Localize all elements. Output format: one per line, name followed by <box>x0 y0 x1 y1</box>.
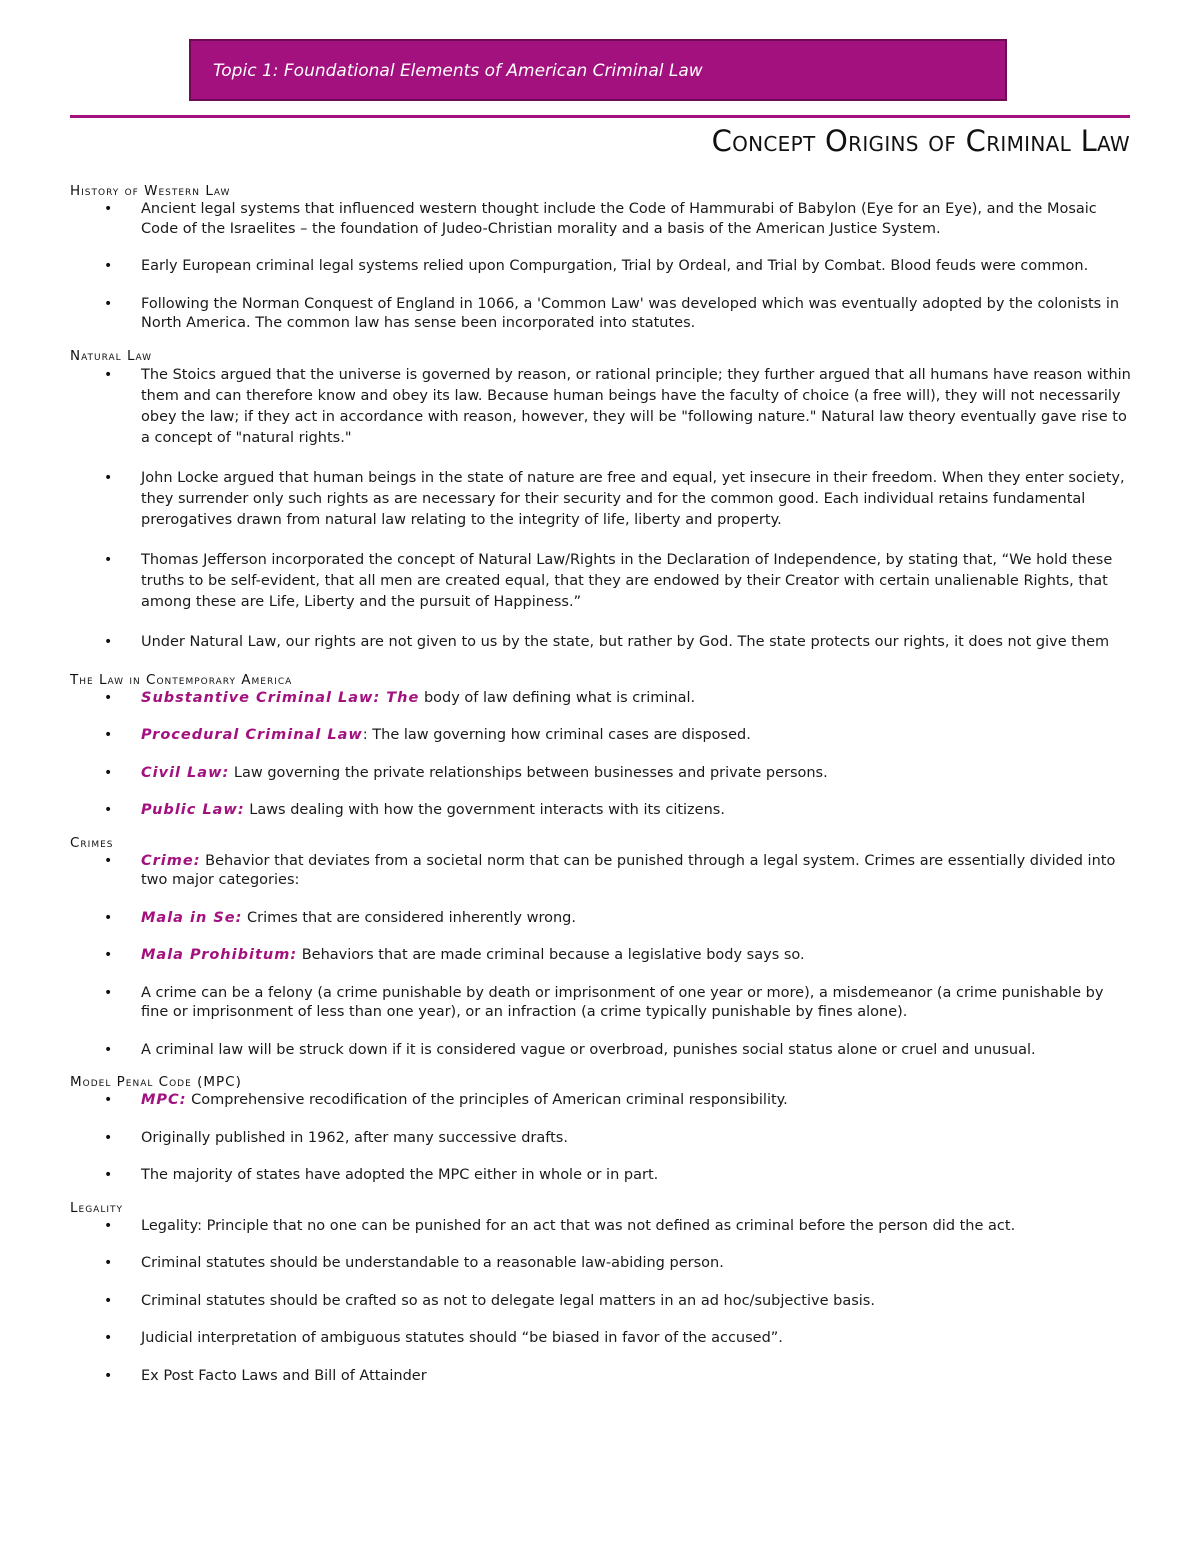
bullet-list <box>70 1091 1132 1186</box>
item-text: Behavior that deviates from a societal norm that can be punished through a legal system. Crimes are essentially divided into two major categories: <box>141 852 1116 888</box>
topic-banner-text: Topic 1: Foundational Elements of American Criminal Law <box>213 61 703 81</box>
list-item <box>70 852 1132 891</box>
item-text: Ex Post Facto Laws and Bill of Attainder <box>141 1367 427 1384</box>
bullet-list <box>70 200 1132 334</box>
topic-banner <box>189 39 1007 101</box>
section-heading: Crimes <box>70 834 114 851</box>
list-item <box>70 689 1132 709</box>
section-heading: History of Western Law <box>70 183 231 199</box>
term-label: Civil Law: <box>141 764 230 781</box>
bullet-list <box>70 1217 1132 1387</box>
bullet-icon: • <box>104 852 113 869</box>
list-item <box>70 365 1132 449</box>
term-label: Public Law: <box>141 802 245 818</box>
section-natural-law <box>70 348 1132 653</box>
item-text: John Locke argued that human beings in the state of nature are free and equal, yet insecure in their freedom. When they enter society, they surrender only such rights as are necessary for their security and for the common good. Each individual retains fundamental prerogatives drawn from natural law relating to the integrity of life, liberty and property. <box>141 469 1125 528</box>
page-title: Concept Origins of Criminal Law <box>711 124 1130 158</box>
bullet-icon: • <box>104 633 113 650</box>
bullet-list <box>70 689 1132 821</box>
section-legality <box>70 1200 1132 1387</box>
bullet-icon: • <box>104 1041 113 1058</box>
list-item <box>70 984 1132 1023</box>
item-text: body of law defining what is criminal. <box>419 689 696 706</box>
document-body <box>70 183 1132 1400</box>
item-text: Ancient legal systems that influenced western thought include the Code of Hammurabi of Babylon (Eye for an Eye), and the Mosaic Code of the Israelites – the foundation of Judeo-Christian morality and a basis of the American Justice System. <box>141 201 1097 237</box>
section-history-of-western-law <box>70 183 1132 334</box>
term-label: Substantive Criminal Law: The <box>141 689 420 706</box>
bullet-icon: • <box>104 258 113 274</box>
list-item <box>70 1329 1132 1349</box>
title-divider <box>70 115 1130 118</box>
section-heading: Legality <box>70 1199 124 1216</box>
term-label: Mala in Se: <box>141 909 243 926</box>
item-text: Behaviors that are made criminal because a legislative body says so. <box>297 947 805 963</box>
list-item <box>70 726 1132 746</box>
term-label: Crime: <box>141 852 201 869</box>
bullet-icon: • <box>104 764 113 781</box>
bullet-list <box>70 852 1132 1061</box>
item-text: Law governing the private relationships between businesses and private persons. <box>229 764 828 781</box>
bullet-icon: • <box>104 1129 113 1146</box>
list-item <box>70 801 1132 821</box>
item-text: The Stoics argued that the universe is governed by reason, or rational principle; they further argued that all humans have reason within them and can therefore know and obey its law. Because human beings have the faculty of choice (a free will), they will not necessarily obey the law; if they act in accordance with reason, however, they will be "following nature." Natural law theory eventually gave rise to a concept of "natural rights." <box>141 366 1131 446</box>
bullet-icon: • <box>104 1217 113 1234</box>
item-text: Crimes that are considered inherently wrong. <box>242 909 576 926</box>
item-text: A criminal law will be struck down if it is considered vague or overbroad, punishes social status alone or cruel and unusual. <box>141 1041 1036 1058</box>
bullet-icon: • <box>104 366 113 383</box>
bullet-icon: • <box>104 1330 113 1346</box>
list-item <box>70 1292 1132 1312</box>
list-item <box>70 1367 1132 1387</box>
list-item <box>70 550 1132 613</box>
bullet-icon: • <box>104 551 113 568</box>
item-text: The majority of states have adopted the MPC either in whole or in part. <box>141 1167 659 1183</box>
list-item <box>70 1129 1132 1149</box>
item-text: : The law governing how criminal cases are disposed. <box>362 727 751 743</box>
item-text: Under Natural Law, our rights are not given to us by the state, but rather by God. The state protects our rights, it does not give them <box>141 633 1110 650</box>
list-item <box>70 632 1132 653</box>
section-law-in-contemporary-america <box>70 672 1132 821</box>
bullet-icon: • <box>104 689 113 706</box>
item-text: Criminal statutes should be crafted so as not to delegate legal matters in an ad hoc/subjective basis. <box>141 1292 875 1309</box>
section-heading: Model Penal Code (MPC) <box>70 1074 242 1090</box>
section-heading: Natural Law <box>70 347 153 364</box>
term-label: Procedural Criminal Law <box>141 727 363 743</box>
item-text: Judicial interpretation of ambiguous statutes should “be biased in favor of the accused”. <box>141 1330 783 1346</box>
bullet-icon: • <box>104 909 113 926</box>
bullet-icon: • <box>104 201 113 217</box>
bullet-list <box>70 365 1132 653</box>
item-text: A crime can be a felony (a crime punishable by death or imprisonment of one year or more), a misdemeanor (a crime punishable by fine or imprisonment of less than one year), or an infraction (a crime typically punishable by fines alone). <box>141 984 1104 1020</box>
bullet-icon: • <box>104 1292 113 1309</box>
list-item <box>70 295 1132 334</box>
list-item <box>70 1217 1132 1237</box>
bullet-icon: • <box>104 984 113 1001</box>
item-text: Thomas Jefferson incorporated the concept of Natural Law/Rights in the Declaration of Independence, by stating that, “We hold these truths to be self-evident, that all men are created equal, that they are endowed by their Creator with certain unalienable Rights, that among these are Life, Liberty and the pursuit of Happiness.” <box>141 551 1113 610</box>
list-item <box>70 257 1132 277</box>
list-item <box>70 764 1132 784</box>
bullet-icon: • <box>104 295 113 312</box>
list-item <box>70 1041 1132 1061</box>
list-item <box>70 946 1132 966</box>
bullet-icon: • <box>104 1367 113 1384</box>
item-text: Laws dealing with how the government interacts with its citizens. <box>244 802 725 818</box>
bullet-icon: • <box>104 1092 113 1108</box>
list-item <box>70 200 1132 239</box>
list-item <box>70 1254 1132 1274</box>
section-heading: The Law in Contemporary America <box>70 671 293 688</box>
item-text: Comprehensive recodification of the principles of American criminal responsibility. <box>186 1092 788 1108</box>
item-text: Early European criminal legal systems relied upon Compurgation, Trial by Ordeal, and Trial by Combat. Blood feuds were common. <box>141 258 1089 274</box>
list-item <box>70 468 1132 531</box>
term-label: Mala Prohibitum: <box>141 947 298 963</box>
list-item <box>70 909 1132 929</box>
list-item <box>70 1166 1132 1186</box>
bullet-icon: • <box>104 1167 113 1183</box>
bullet-icon: • <box>104 1255 113 1271</box>
item-text: Criminal statutes should be understandable to a reasonable law-abiding person. <box>141 1255 724 1271</box>
term-label: MPC: <box>141 1092 187 1108</box>
section-crimes <box>70 835 1132 1061</box>
bullet-icon: • <box>104 947 113 963</box>
bullet-icon: • <box>104 727 113 743</box>
bullet-icon: • <box>104 469 113 486</box>
bullet-icon: • <box>104 802 113 818</box>
item-text: Originally published in 1962, after many successive drafts. <box>141 1129 568 1146</box>
section-model-penal-code <box>70 1074 1132 1186</box>
item-text: Legality: Principle that no one can be punished for an act that was not defined as criminal before the person did the act. <box>141 1217 1016 1234</box>
item-text: Following the Norman Conquest of England in 1066, a 'Common Law' was developed which was eventually adopted by the colonists in North America. The common law has sense been incorporated into statutes. <box>141 295 1120 331</box>
list-item <box>70 1091 1132 1111</box>
